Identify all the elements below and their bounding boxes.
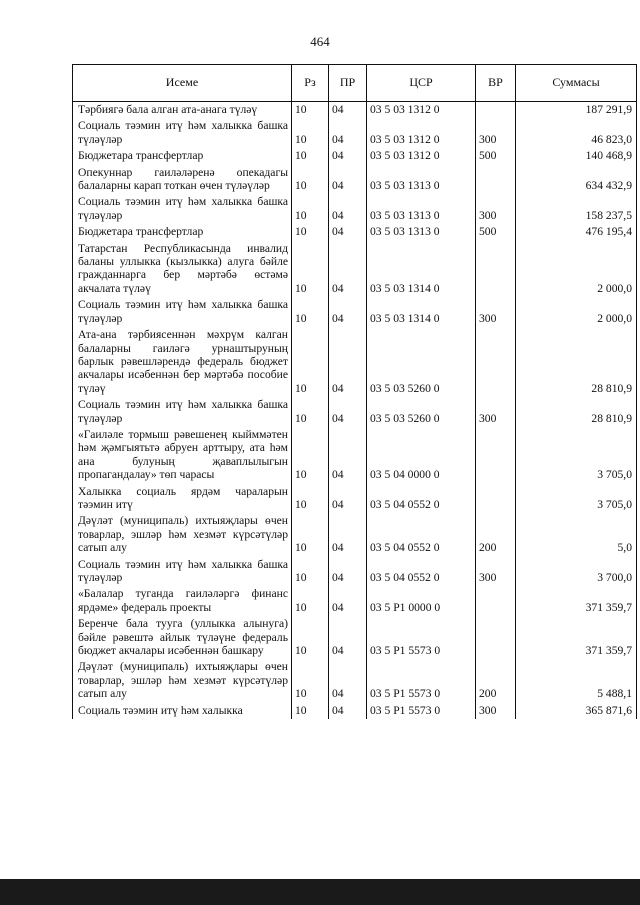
cell-sum: 5,0 — [516, 513, 637, 556]
cell-csr: 03 5 P1 5573 0 — [367, 659, 476, 702]
cell-pr: 04 — [329, 513, 367, 556]
cell-pr: 04 — [329, 148, 367, 164]
cell-rz: 10 — [292, 703, 329, 719]
cell-rz: 10 — [292, 659, 329, 702]
cell-rz: 10 — [292, 513, 329, 556]
cell-csr: 03 5 04 0552 0 — [367, 557, 476, 587]
cell-sum: 3 705,0 — [516, 484, 637, 514]
budget-table — [72, 64, 637, 719]
cell-vr — [476, 102, 516, 119]
cell-vr — [476, 241, 516, 298]
table-row — [73, 484, 637, 514]
cell-sum: 28 810,9 — [516, 327, 637, 397]
cell-csr: 03 5 04 0552 0 — [367, 484, 476, 514]
table-row — [73, 616, 637, 659]
table-row — [73, 102, 637, 119]
cell-csr: 03 5 P1 5573 0 — [367, 616, 476, 659]
cell-csr: 03 5 03 1313 0 — [367, 165, 476, 195]
cell-rz: 10 — [292, 241, 329, 298]
cell-name: Социаль тәэмин итү һәм халыкка башка түләүләр — [73, 557, 292, 587]
cell-sum: 634 432,9 — [516, 165, 637, 195]
cell-sum: 158 237,5 — [516, 194, 637, 224]
header-rz: Рз — [292, 65, 329, 102]
table-header — [73, 65, 637, 102]
cell-name: Беренче бала туугa (уллыкка алынуга) бәйле рәвештә айлык түләүне федераль бюджет акчалары исәбеннән башкару — [73, 616, 292, 659]
table-row — [73, 513, 637, 556]
cell-vr: 300 — [476, 703, 516, 719]
cell-name: Татарстан Республикасында инвалид баланы уллыкка (кызлыкка) алуга бәйле гражданнарга бер мәртәбә өстәмә акчалата түләү — [73, 241, 292, 298]
cell-name: Опекуннар гаиләләренә опекадагы балаларны карап тоткан өчен түләүләр — [73, 165, 292, 195]
cell-rz: 10 — [292, 165, 329, 195]
cell-csr: 03 5 03 5260 0 — [367, 327, 476, 397]
table-row — [73, 148, 637, 164]
table-row — [73, 557, 637, 587]
cell-vr: 300 — [476, 194, 516, 224]
cell-csr: 03 5 04 0552 0 — [367, 513, 476, 556]
cell-name: Дәүләт (муниципаль) ихтыяҗлары өчен товарлар, эшләр һәм хезмәт күрсәтүләр сатып алу — [73, 513, 292, 556]
cell-name: Ата-ана тәрбиясеннән мәхрүм калган балаларны гаиләгә урнаштыруның барлык рәвешләрендә федераль бюджет акчалары исәбеннән бер мәртәбә пособие түләү — [73, 327, 292, 397]
cell-vr — [476, 616, 516, 659]
table-row — [73, 586, 637, 616]
cell-vr — [476, 165, 516, 195]
cell-pr: 04 — [329, 297, 367, 327]
cell-pr: 04 — [329, 703, 367, 719]
cell-csr: 03 5 03 1312 0 — [367, 118, 476, 148]
table-row — [73, 118, 637, 148]
cell-csr: 03 5 04 0000 0 — [367, 427, 476, 484]
cell-sum: 187 291,9 — [516, 102, 637, 119]
table-row — [73, 165, 637, 195]
page-number: 464 — [310, 34, 330, 49]
table-row — [73, 224, 637, 240]
cell-sum: 5 488,1 — [516, 659, 637, 702]
cell-rz: 10 — [292, 427, 329, 484]
cell-csr: 03 5 03 1313 0 — [367, 194, 476, 224]
cell-sum: 46 823,0 — [516, 118, 637, 148]
cell-vr — [476, 327, 516, 397]
cell-vr — [476, 586, 516, 616]
cell-sum: 371 359,7 — [516, 616, 637, 659]
cell-rz: 10 — [292, 297, 329, 327]
cell-sum: 2 000,0 — [516, 297, 637, 327]
cell-csr: 03 5 03 1314 0 — [367, 241, 476, 298]
cell-pr: 04 — [329, 118, 367, 148]
table-row — [73, 659, 637, 702]
cell-name: Дәүләт (муниципаль) ихтыяҗлары өчен товарлар, эшләр һәм хезмәт күрсәтүләр сатып алу — [73, 659, 292, 702]
cell-pr: 04 — [329, 165, 367, 195]
cell-name: Бюджетара трансфертлар — [73, 224, 292, 240]
cell-name: Социаль тәэмин итү һәм халыкка башка түләүләр — [73, 194, 292, 224]
cell-csr: 03 5 03 1314 0 — [367, 297, 476, 327]
header-sum: Суммасы — [516, 65, 637, 102]
cell-name: «Гаиләле тормыш рәвешенең кыйммәтен һәм җәмгыятьтә абруен арттыру, ата һәм ана булуның җаваплылыгын пропагандалау» төп чарасы — [73, 427, 292, 484]
cell-sum: 365 871,6 — [516, 703, 637, 719]
cell-rz: 10 — [292, 557, 329, 587]
cell-vr — [476, 427, 516, 484]
cell-sum: 140 468,9 — [516, 148, 637, 164]
cell-pr: 04 — [329, 586, 367, 616]
cell-name: Социаль тәэмин итү һәм халыкка башка түләүләр — [73, 118, 292, 148]
cell-vr: 200 — [476, 513, 516, 556]
cell-rz: 10 — [292, 327, 329, 397]
cell-pr: 04 — [329, 484, 367, 514]
cell-sum: 28 810,9 — [516, 397, 637, 427]
cell-rz: 10 — [292, 102, 329, 119]
table-body — [73, 102, 637, 720]
cell-name: Социаль тәэмин итү һәм халыкка башка түләүләр — [73, 297, 292, 327]
cell-sum: 3 700,0 — [516, 557, 637, 587]
header-csr: ЦСР — [367, 65, 476, 102]
table-row — [73, 703, 637, 719]
cell-name: Социаль тәэмин итү һәм халыкка башка түләүләр — [73, 397, 292, 427]
cell-name: Бюджетара трансфертлар — [73, 148, 292, 164]
table-row — [73, 194, 637, 224]
cell-rz: 10 — [292, 484, 329, 514]
cell-csr: 03 5 P1 0000 0 — [367, 586, 476, 616]
cell-rz: 10 — [292, 118, 329, 148]
cell-csr: 03 5 03 1312 0 — [367, 148, 476, 164]
cell-csr: 03 5 03 1312 0 — [367, 102, 476, 119]
table-row — [73, 397, 637, 427]
cell-rz: 10 — [292, 616, 329, 659]
cell-name: Халыкка социаль ярдәм чараларын тәэмин итү — [73, 484, 292, 514]
cell-rz: 10 — [292, 224, 329, 240]
cell-sum: 3 705,0 — [516, 427, 637, 484]
table-row — [73, 297, 637, 327]
cell-csr: 03 5 P1 5573 0 — [367, 703, 476, 719]
header-pr: ПР — [329, 65, 367, 102]
table-row — [73, 241, 637, 298]
cell-vr: 300 — [476, 297, 516, 327]
header-vr: ВР — [476, 65, 516, 102]
cell-rz: 10 — [292, 194, 329, 224]
cell-pr: 04 — [329, 194, 367, 224]
cell-vr: 300 — [476, 397, 516, 427]
cell-pr: 04 — [329, 327, 367, 397]
cell-rz: 10 — [292, 148, 329, 164]
cell-name: Социаль тәэмин итү һәм халыкка — [73, 703, 292, 719]
cell-pr: 04 — [329, 397, 367, 427]
table-row — [73, 327, 637, 397]
cell-rz: 10 — [292, 397, 329, 427]
scan-bottom-edge — [0, 879, 640, 905]
cell-pr: 04 — [329, 427, 367, 484]
cell-csr: 03 5 03 5260 0 — [367, 397, 476, 427]
cell-vr: 300 — [476, 118, 516, 148]
cell-vr — [476, 484, 516, 514]
cell-csr: 03 5 03 1313 0 — [367, 224, 476, 240]
cell-pr: 04 — [329, 659, 367, 702]
cell-sum: 371 359,7 — [516, 586, 637, 616]
cell-vr: 500 — [476, 224, 516, 240]
cell-name: «Балалар туганда гаиләләргә финанс ярдәме» федераль проекты — [73, 586, 292, 616]
cell-vr: 500 — [476, 148, 516, 164]
cell-pr: 04 — [329, 557, 367, 587]
cell-vr: 200 — [476, 659, 516, 702]
cell-name: Тәрбиягә бала алган ата-анага түләү — [73, 102, 292, 119]
cell-pr: 04 — [329, 616, 367, 659]
header-name: Исеме — [73, 65, 292, 102]
cell-sum: 2 000,0 — [516, 241, 637, 298]
table-row — [73, 427, 637, 484]
cell-pr: 04 — [329, 102, 367, 119]
cell-vr: 300 — [476, 557, 516, 587]
cell-pr: 04 — [329, 224, 367, 240]
cell-rz: 10 — [292, 586, 329, 616]
cell-sum: 476 195,4 — [516, 224, 637, 240]
cell-pr: 04 — [329, 241, 367, 298]
